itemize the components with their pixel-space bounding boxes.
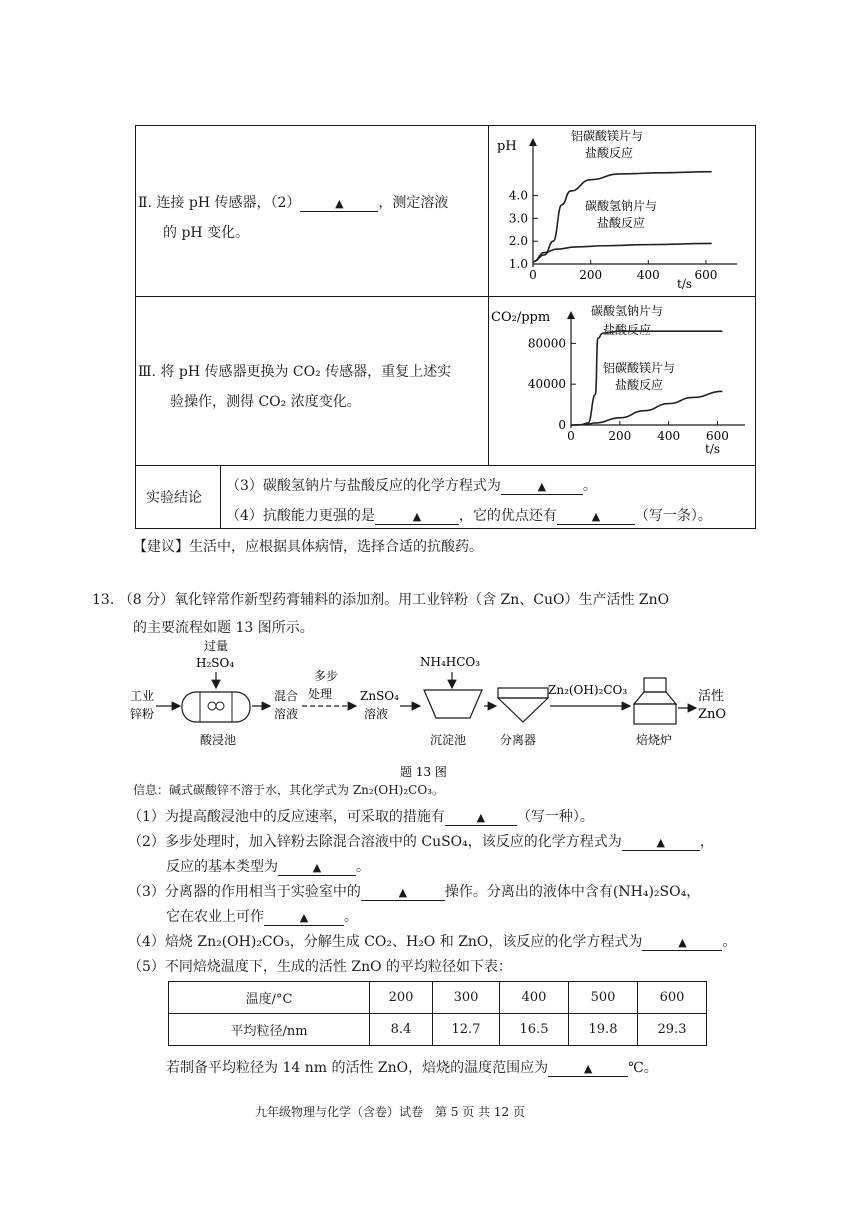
step2-line2: 的 pH 变化。 [163, 225, 250, 241]
ph-y-label: pH [497, 139, 517, 154]
flow-zinc-powder-2: 锌粉 [130, 707, 155, 721]
grain-table-cell: 平均粒径/nm [169, 1014, 370, 1046]
co2-lower-series-label-1: 铝碳酸镁片与 [603, 361, 676, 375]
grain-table-cell: 8.4 [370, 1014, 433, 1046]
co2-x-tick-label: 400 [657, 429, 681, 443]
flow-znso4-2: 溶液 [364, 707, 389, 721]
separator-icon [498, 688, 548, 722]
ph-x-tick-label: 200 [579, 268, 603, 282]
answer-blank-4a[interactable]: ▲ [412, 510, 422, 523]
flow-nh4hco3-label: NH₄HCO₃ [420, 655, 481, 669]
q13-q1: （1）为提高酸浸池中的反应速率，可采取的措施有 ▲ （写一种）。 [128, 809, 594, 825]
co2-x-unit: t/s [705, 442, 721, 456]
page-footer: 九年级物理与化学（含卷）试卷 第 5 页 共 12 页 [255, 1105, 525, 1119]
flow-zn2oh2co3-label: Zn₂(OH)₂CO₃ [548, 683, 628, 697]
q13-final: 若制备平均粒径为 14 nm 的活性 ZnO，焙烧的温度范围应为 ▲ ℃。 [166, 1060, 658, 1076]
flow-multi-step-2: 处理 [308, 687, 333, 701]
co2-upper-series-label-1: 碳酸氢钠片与 [591, 304, 664, 318]
ph-y-tick-label: 4.0 [508, 188, 528, 203]
step2-line1: Ⅱ. 连接 pH 传感器，（2） ▲ ，测定溶液 [138, 195, 449, 211]
grain-table-header-cell: 600 [638, 982, 707, 1014]
q13-q2-line2: 反应的基本类型为 ▲ 。 [166, 859, 370, 875]
q13-info: 信息：碱式碳酸锌不溶于水，其化学式为 Zn₂(OH)₂CO₃。 [133, 783, 444, 797]
conclusion-q3: （3）碳酸氢钠片与盐酸反应的化学方程式为 ▲ 。 [226, 478, 597, 494]
conclusion-head: 实验结论 [146, 490, 202, 506]
flow-h2so4-label: H₂SO₄ [196, 656, 235, 670]
table-conclusion-divider [220, 465, 221, 529]
grain-table-header-cell: 300 [433, 982, 500, 1014]
co2-x-tick-label: 0 [567, 429, 575, 443]
flow-product-2: ZnO [698, 707, 727, 722]
answer-blank-13-3a[interactable]: ▲ [398, 886, 408, 899]
roasting-furnace-icon [634, 678, 676, 724]
q13-q3-line1: （3）分离器的作用相当于实验室中的 ▲ 操作。分离出的液体中含有(NH₄)₂SO₄， [128, 884, 701, 900]
co2-y-arrow [567, 311, 575, 319]
ph-x-tick-label: 0 [529, 268, 537, 282]
grain-table-cell: 29.3 [638, 1014, 707, 1046]
ph-x-unit: t/s [677, 277, 693, 291]
q13-intro-2: 的主要流程如题 13 图所示。 [133, 620, 314, 636]
ph-series-line-2 [533, 243, 712, 261]
grain-table-header-cell: 400 [500, 982, 569, 1014]
flow-zinc-powder-1: 工业 [130, 689, 155, 703]
flow-mixed-solution-1: 混合 [274, 689, 299, 703]
flow-caption: 题 13 图 [400, 765, 447, 779]
grain-table-cell: 19.8 [569, 1014, 638, 1046]
co2-y-tick-label: 40000 [527, 377, 566, 392]
grain-table-header-row [169, 982, 707, 1014]
grain-table-data-row [169, 1014, 707, 1046]
precipitation-tank-icon [424, 690, 482, 718]
grain-table-header-cell: 500 [569, 982, 638, 1014]
q13-q4: （4）焙烧 Zn₂(OH)₂CO₃，分解生成 CO₂、H₂O 和 ZnO，该反应的化学方程式为 ▲ 。 [128, 934, 737, 950]
ph-y-arrow [529, 138, 537, 146]
answer-blank-4b[interactable]: ▲ [591, 510, 601, 523]
ph-chart [489, 126, 755, 296]
flow-separator-label: 分离器 [500, 733, 537, 747]
grain-table-header-cell: 温度/°C [169, 982, 370, 1014]
ph-upper-series-label-2: 盐酸反应 [585, 146, 634, 160]
answer-blank-13-4[interactable]: ▲ [678, 936, 687, 949]
co2-y-tick-label: 80000 [527, 336, 566, 351]
q13-q2-line1: （2）多步处理时，加入锌粉去除混合溶液中的 CuSO₄，该反应的化学方程式为 ▲ ， [128, 834, 714, 850]
flow-excess-label: 过量 [204, 639, 229, 653]
answer-blank-13-2a[interactable]: ▲ [656, 836, 665, 849]
table-row-divider-2 [135, 465, 755, 466]
ph-y-tick-label: 1.0 [508, 257, 528, 271]
flow-leach-tank-label: 酸浸池 [200, 733, 237, 747]
step3-line1: Ⅲ. 将 pH 传感器更换为 CO₂ 传感器，重复上述实 [138, 364, 452, 380]
co2-y-label: CO₂/ppm [491, 310, 551, 325]
grain-table-cell: 16.5 [500, 1014, 569, 1046]
ph-lower-series-label-1: 碳酸氢钠片与 [585, 199, 658, 213]
flow-multi-step-1: 多步 [314, 669, 339, 683]
q13-q5-visible: （5）不同焙烧温度下，生成的活性 ZnO 的平均粒径如下表： [128, 959, 513, 975]
grain-table-cell: 12.7 [433, 1014, 500, 1046]
table-left-border [135, 125, 136, 529]
acid-leach-tank-icon [182, 692, 250, 722]
co2-chart [489, 297, 755, 465]
ph-y-tick-label: 3.0 [508, 211, 528, 226]
process-flow-diagram [128, 636, 748, 786]
co2-lower-series-label-2: 盐酸反应 [615, 378, 664, 392]
co2-x-tick-label: 600 [706, 429, 729, 443]
conclusion-q4: （4）抗酸能力更强的是 ▲ ，它的优点还有 ▲ （写一条）。 [226, 508, 712, 524]
advice: 【建议】生活中，应根据具体病情，选择合适的抗酸药。 [133, 539, 483, 555]
co2-x-tick-label: 200 [608, 429, 632, 443]
grain-size-table [168, 981, 707, 1046]
answer-blank-2[interactable]: ▲ [335, 197, 344, 210]
ph-x-tick-label: 400 [636, 268, 660, 282]
ph-lower-series-label-2: 盐酸反应 [597, 216, 646, 230]
flow-precip-label: 沉淀池 [430, 733, 467, 747]
ph-y-tick-label: 2.0 [508, 234, 528, 249]
answer-blank-13-3b[interactable]: ▲ [299, 911, 309, 924]
table-bottom-border [135, 528, 755, 529]
answer-blank-13-5[interactable]: ▲ [583, 1062, 593, 1075]
ph-upper-series-label-1: 铝碳酸镁片与 [571, 129, 644, 143]
co2-upper-series-label-2: 盐酸反应 [603, 323, 652, 337]
flow-mixed-solution-2: 溶液 [274, 707, 299, 721]
q13-intro-1: 13. （8 分）氧化锌常作新型药膏辅料的添加剂。用工业锌粉（含 Zn、CuO）生产活性 ZnO [92, 592, 670, 608]
step3-line2: 验操作，测得 CO₂ 浓度变化。 [170, 394, 361, 410]
ph-x-tick-label: 600 [694, 268, 718, 282]
answer-blank-13-1[interactable]: ▲ [476, 811, 486, 824]
table-right-border [755, 125, 756, 529]
flow-furnace-label: 焙烧炉 [636, 733, 673, 747]
flow-znso4-1: ZnSO₄ [360, 689, 399, 703]
answer-blank-3[interactable]: ▲ [537, 480, 547, 493]
answer-blank-13-2b[interactable]: ▲ [312, 861, 322, 874]
co2-y-tick-label: 0 [558, 418, 566, 432]
flow-product-1: 活性 [698, 689, 725, 704]
q13-q3-line2: 它在农业上可作 ▲ 。 [166, 909, 358, 925]
grain-table-header-cell: 200 [370, 982, 433, 1014]
